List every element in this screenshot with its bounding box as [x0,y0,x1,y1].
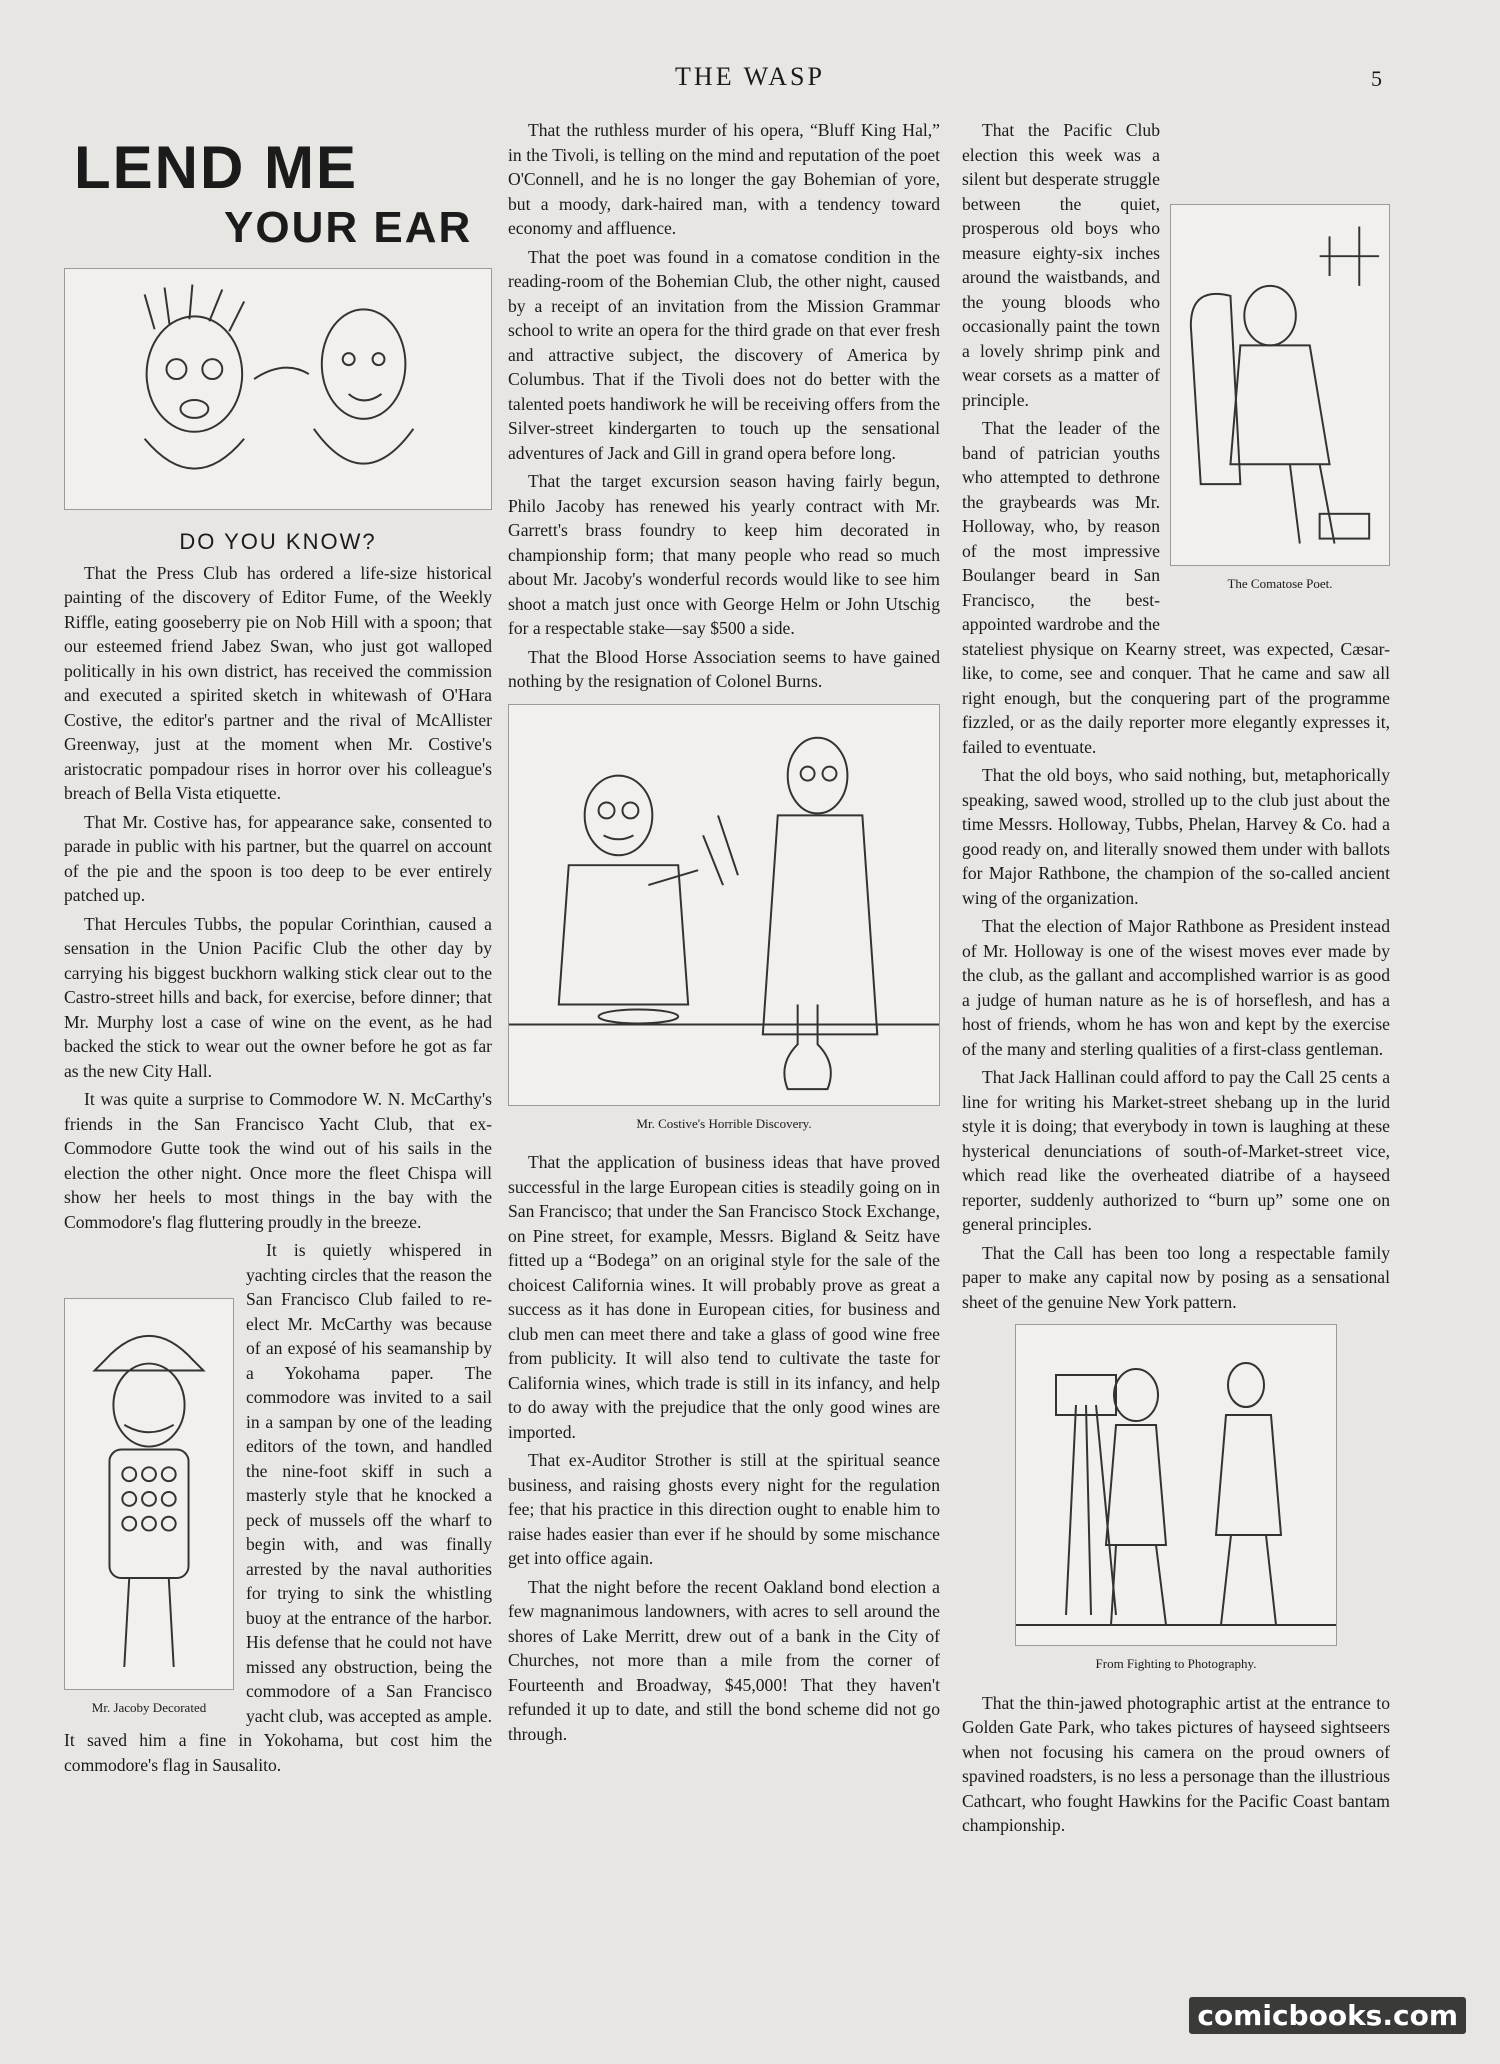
lend-me-your-ear-illustration [64,268,492,510]
paragraph: That the Call has been too long a respectable family paper to make any capital now by posing as a sensational sheet of the genuine New York pattern. [962,1242,1390,1312]
paragraph: That the night before the recent Oakland bond election a few magnanimous landowners, with acres to sell around the shores of Lake Merritt, drew out of a bank in the City of Churches, not more than a mile from the corner of Fourteenth and Broadway, $45,000! That they haven't refunded it up to date, and still the bond scheme did not go through. [508,1576,940,1744]
two-men-ear-drawing [65,269,491,509]
figure-caption: Mr. Costive's Horrible Discovery. [636,1115,812,1131]
paragraph: That Jack Hallinan could afford to pay the Call 25 cents a line for writing his Market-street shebang up in the lurid style it is doing; that everybody in town is laughing at these hysterical denunciations of south-of-Market-street vice, which read like the overheated diatribe of a hayseed reporter, suddenly authorized to “burn up” some one on general principles. [962,1067,1390,1234]
paragraph: That the thin-jawed photographic artist at the entrance to Golden Gate Park, who takes pictures of hayseed sightseers when not focusing his camera on the proud owners of spavined roadsters, is no less a personage than the illustrious Cathcart, who fought Hawkins for the Pacific Coast bantam championship. [962,1692,1390,1835]
paragraph: That the leader of the band of patrician youths who attempted to dethrone the graybeards was Mr. Holloway, who, by reason of the most impressive Boulanger beard in San Francisco, the best-appointed wardrobe and the stateliest physique on Kearny street, was expected, Cæsar-like, to come, see and conquer. That he came and saw all right enough, but the conquering part of the programme fizzled, or as the daily reporter more elegantly expresses it, failed to eventuate. [962,418,1390,757]
poet-illustration [1170,204,1390,566]
watermark: comicbooks.com [1189,1997,1466,2034]
section-heading: DO YOU KNOW? [179,529,377,554]
paragraph: That the target excursion season having fairly begun, Philo Jacoby has renewed his yearly contract with Mr. Garrett's brass foundry to keep him decorated in championship form; that many people who read so much about Mr. Jacoby's wonderful records would like to see him shoot a match just once with George Helm or John Utschig for a respectable stake—say $500 a side. [508,471,940,638]
paragraph: That the election of Major Rathbone as President instead of Mr. Holloway is one of the wisest moves ever made by the club, as the gallant and accomplished warrior is as good a judge of human nature as he is of horseflesh, and has a host of friends, whom he has won and kept by the exercise of the many and sterling qualities of a first-class gentleman. [962,916,1390,1059]
column-1 [64,118,492,1781]
paragraph: That Mr. Costive has, for appearance sake, consented to parade in public with his partner, but the quarrel on account of the pie and the spoon is too deep to be ever entirely patched up. [64,811,492,905]
figure-caption: Mr. Jacoby Decorated [91,1700,207,1715]
paragraph: That the application of business ideas that have proved successful in the large European cities is steadily going on in San Francisco; that under the San Francisco Stock Exchange, on Pine street, for example, Messrs. Bigland & Seitz have fitted up a “Bodega” on an original style for the sale of the choicest California wines. It will probably prove as great a success as it has done in European cities, for business and club men can meet there and take a glass of good wine free from publicity. It will also tend to cultivate the taste for California wines, which trade is still in its infancy, and help to do away with the prejudice that the only good wines are imported. [508,1152,940,1442]
column-2 [508,118,940,1750]
decorated-man-drawing [65,1299,233,1689]
headline-line-2: YOUR EAR [224,203,473,252]
paragraph: That the poet was found in a comatose condition in the reading-room of the Bohemian Club, the other night, caused by a receipt of an invitation from the Mission Grammar school to write an opera for the third grade on that ever fresh and attractive subject, the discovery of America by Columbus. That if the Tivoli does not do better with the talented poets handiwork he will be receiving offers from the Silver-street kindergarten to touch up the sensational adventures of Jack and Gill in grand opera before long. [508,246,940,463]
poet-figure [1170,118,1390,611]
headline [74,134,492,278]
paragraph: That the Pacific Club election this week was a silent but desperate struggle between the quiet, prosperous old boys who measure eighty-six inches around the waistbands, and the young bloods who occasionally paint the town a lovely shrimp pink and wear corsets as a matter of principle. [962,120,1160,410]
photographer-camera-drawing [1016,1325,1336,1645]
page-number: 5 [1371,66,1382,91]
masthead: THE WASP [675,62,825,91]
paragraph: That the Press Club has ordered a life-size historical painting of the discovery of Editor Fume, of the Weekly Riffle, eating gooseberry pie on Nob Hill with a spoon; that our esteemed friend Jabez Swan, who just got walloped politically in his own district, has received the commission and executed a spirited sketch in whitewash of O'Hara Costive, the editor's partner and the rival of McAllister Greenway, just at the moment when Mr. Costive's aristocratic pompadour rises in horror over his colleague's breach of Bella Vista etiquette. [64,562,492,803]
paragraph: That the Blood Horse Association seems to have gained nothing by the resignation of Colonel Burns. [508,646,940,691]
jacoby-illustration [64,1298,234,1690]
photographer-illustration [1015,1324,1337,1646]
paragraph: That Hercules Tubbs, the popular Corinthian, caused a sensation in the Union Pacific Club the other day by carrying his biggest buckhorn walking stick clear out to the Castro-street hills and back, for exercise, before dinner; that Mr. Murphy lost a case of wine on the event, as he had backed the stick to wear out the owner before he got as far as the new City Hall. [64,913,492,1081]
paragraph: That ex-Auditor Strother is still at the spiritual seance business, and raising ghosts every night for the regulation fee; that his practice in this direction ought to enable him to raise hades easier than ever if he should by some mischance get into office again. [508,1450,940,1568]
headline-line-1: LEND ME [74,134,358,201]
paragraph: That the ruthless murder of his opera, “Bluff King Hal,” in the Tivoli, is telling on the mind and reputation of the poet O'Connell, and he is no longer the gay Bohemian of yore, but a moody, dark-haired man, with a tendency toward economy and affluence. [508,120,940,238]
paragraph: That the old boys, who said nothing, but, metaphorically speaking, sawed wood, strolled up to the club just about the time Messrs. Holloway, Tubbs, Phelan, Harvey & Co. had a good ready on, and literally snowed them under with ballots for Major Rathbone, the champion of the so-called ancient wing of the organization. [962,765,1390,908]
costive-illustration [508,704,940,1106]
sleeping-man-chair-drawing [1171,205,1389,565]
paragraph: It was quite a surprise to Commodore W. N. McCarthy's friends in the San Francisco Yacht Club, that ex-Commodore Gutte took the wind out of his sails in the election the other night. Once more the fleet Chispa will show her heels to most things in the bay with the Commodore's flag fluttering proudly in the breeze. [64,1089,492,1232]
column-3 [962,118,1390,1842]
jacoby-figure [64,1238,234,1721]
two-men-table-drawing [509,705,939,1105]
figure-caption: The Comatose Poet. [1227,576,1333,591]
figure-caption: From Fighting to Photography. [1095,1656,1257,1671]
paragraph: It is quietly whispered in yachting circles that the reason the San Francisco Club failed to re-elect Mr. McCarthy was because of an exposé of his seamanship by a Yokohama paper. The commodore was invited to a sail in a sampan by one of the leading editors of the town, and handled the nine-foot skiff in such a masterly style that he knocked a peck of mussels off the wharf to begin with, and was finally arrested by the naval authorities for trying to sink the whistling buoy at the entrance of the harbor. His defense that he could not have missed any obstruction, being the commodore of a San Francisco yacht club, was accepted as ample. It saved him a fine in Yokohama, but cost him the commodore's flag in Sausalito. [64,1240,492,1775]
